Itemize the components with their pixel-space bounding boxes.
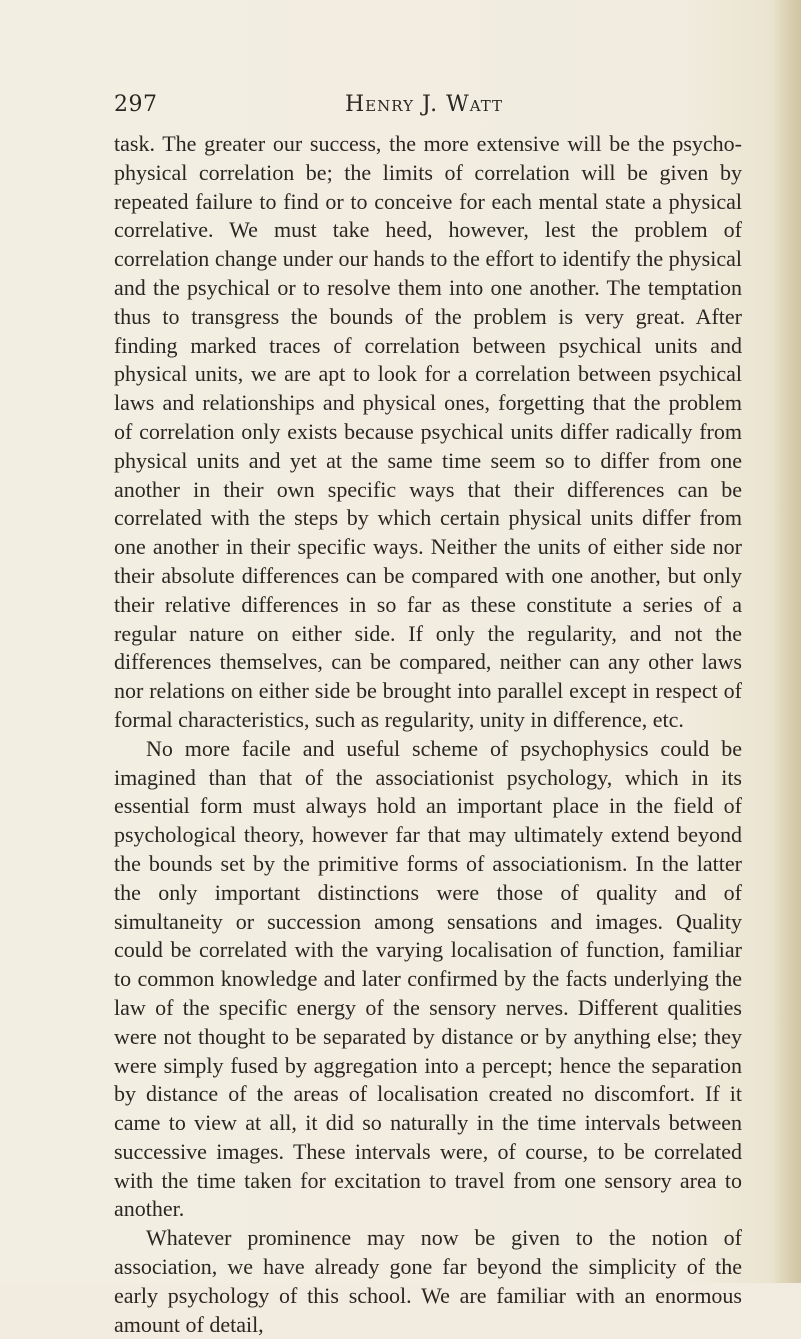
page-edge bbox=[773, 0, 801, 1283]
body-text bbox=[114, 130, 742, 1339]
running-head bbox=[114, 92, 734, 122]
running-title: Henry J. Watt bbox=[345, 92, 503, 117]
paragraph-1: task. The greater our success, the more extensive will be the psycho-physical correlation be; the limits of correlation will be given by repeated failure to find or to conceive for each mental state a physical correlative. We must take heed, however, lest the problem of correlation change under our hands to the effort to identify the physical and the psychical or to resolve them into one another. The temptation thus to transgress the bounds of the problem is very great. After finding marked traces of correlation between psychical units and physical units, we are apt to look for a correlation between psychical laws and relationships and physical ones, forgetting that the problem of correlation only exists because psychical units differ radically from physical units and yet at the same time seem so to differ from one another in their own specific ways that their differences can be correlated with the steps by which certain physical units differ from one another in their specific ways. Neither the units of either side nor their absolute differences can be compared with one another, but only their relative differences in so far as these constitute a series of a regular nature on either side. If only the regularity, and not the differences themselves, can be compared, neither can any other laws nor relations on either side be brought into parallel except in respect of formal characteristics, such as regularity, unity in difference, etc. bbox=[114, 131, 742, 732]
paragraph-3: Whatever prominence may now be given to the notion of association, we have already gone far beyond the simplicity of the early psychology of this school. We are familiar with an enormous amount of detail, bbox=[114, 1225, 742, 1337]
paragraph-2: No more facile and useful scheme of psychophysics could be imagined than that of the associationist psychology, which in its essential form must always hold an important place in the field of psychological theory, however far that may ultimately extend beyond the bounds set by the primitive forms of associationism. In the latter the only important distinctions were those of quality and of simultaneity or succession among sensations and images. Quality could be correlated with the varying localisation of function, familiar to common knowledge and later confirmed by the facts underlying the law of the specific energy of the sensory nerves. Different qualities were not thought to be separated by distance or by anything else; they were simply fused by aggregation into a percept; hence the separation by distance of the areas of localisation created no discomfort. If it came to view at all, it did so naturally in the time intervals between successive images. These intervals were, of course, to be correlated with the time taken for excitation to travel from one sensory area to another. bbox=[114, 735, 742, 1222]
page-number: 297 bbox=[114, 92, 158, 117]
